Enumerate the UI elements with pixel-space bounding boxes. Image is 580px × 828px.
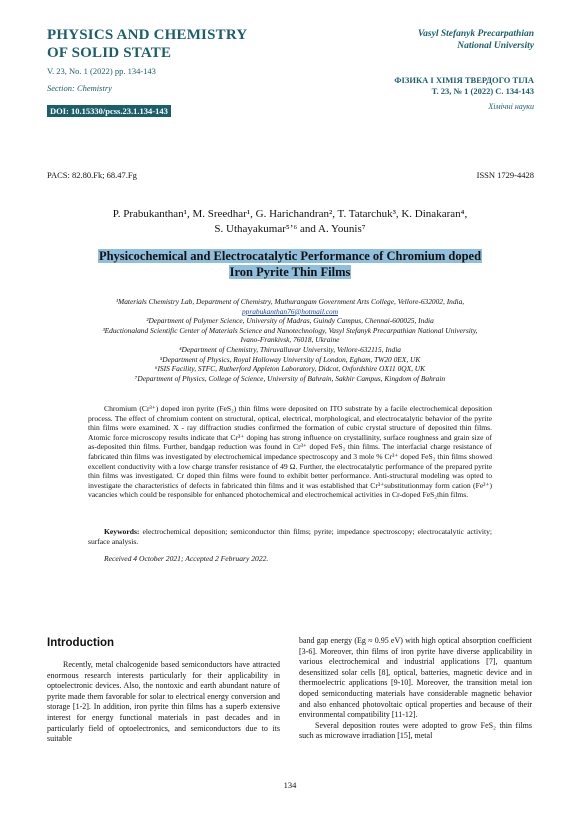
intro-right-para1: band gap energy (Eg ≈ 0.95 eV) with high optical absorption coefficient [3-6]. Moreover, thin films of iron pyrite have diverse applicability in various electrochemical and industrial applications [7], quantum desensitized solar cells [8], optical, batteries, magnetic device and in thermoelectric applications [9-10]. Moreover, the transition metal ion doped semiconducting materials have considerable magnetic behavior and also enhanced photovoltaic optical properties and because of their environmental compatibility [11-12]. <box>299 636 532 720</box>
journal-section: Section: Chemistry <box>47 83 112 93</box>
authors-line2: S. Uthayakumar⁵ʼ⁶ and A. Younis⁷ <box>214 223 366 235</box>
pacs-codes: PACS: 82.80.Fk; 68.47.Fg <box>47 170 137 180</box>
author-list <box>40 207 540 237</box>
paper-title-line1: Physicochemical and Electrocatalytic Performance of Chromium doped <box>98 249 482 263</box>
intro-right-column <box>299 636 532 742</box>
affiliation-7: ⁷Department of Physics, College of Science, University of Bahrain, Sakhir Campus, Kingdom of Bahrain <box>134 373 446 383</box>
ua-journal-title <box>394 75 534 97</box>
affiliation-3-line2: Ivano-Frankivsk, 76018, Ukraine <box>240 335 340 345</box>
keywords <box>88 527 492 546</box>
affiliation-2: ²Department of Polymer Science, University of Madras, Guindy Campus, Chennai-600025, India <box>146 316 434 326</box>
paper-title <box>40 248 540 280</box>
section-heading-introduction: Introduction <box>47 637 115 649</box>
intro-right-para2: Several deposition routes were adopted to grow FeS₂ thin films such as microwave irradiation [15], metal <box>299 720 532 741</box>
author-email-link[interactable]: pprabukanthan76@hotmail.com <box>241 306 339 316</box>
journal-title-line2: OF SOLID STATE <box>47 45 172 61</box>
affiliation-6: ⁶ISIS Facility, STFC, Rutherford Appleton Laboratory, Didcot, Oxfordshire OX11 0QX, UK <box>154 364 426 374</box>
authors-line1: P. Prabukanthan¹, M. Sreedhar¹, G. Harichandran², T. Tatarchuk³, K. Dinakaran⁴, <box>112 208 468 220</box>
abstract: Chromium (Cr³⁺) doped iron pyrite (FeS₂) thin films were deposited on ITO substrate by a facile electrochemical deposition process. The effect of chromium content on structural, optical, electrical, morphological, and electrocatalytic behavior of the pyrite thin films were examined. X - ray diffraction studies confirmed the formation of cubic crystal structure of deposited thin films. Atomic force microscopy results indicate that Cr³⁺ doping has strong influence on crystallinity, surface roughness and grain size of as-deposited thin films. Further, bandgap reduction was found in Cr³⁺ doped FeS₂ thin films. The interfacial charge resistance of fabricated thin films was investigated by electrochemical impedance spectroscopy and 3 mole % Cr³⁺ doped FeS₂ thin films showed excellent conductivity with a low charge transfer resistance of 49 Ω. Further, the electrocatalytic performance of the prepared pyrite thin films was investigated. Cr doped thin films were found to exhibit better performance. Anti-structural modeling was opted to investigate the characteristics of defects in fabricated thin films and it was established that Cr³⁺substitutionmay form cation (Fe²⁺) vacancies which could be responsible for enhanced photochemical and electrochemical activities in Cr-doped FeS₂thin films. <box>88 404 492 500</box>
keywords-label: Keywords: <box>104 527 140 536</box>
keywords-text: electrochemical deposition; semiconductor thin films; pyrite; impedance spectroscopy; electrocatalytic activity; surface analysis. <box>88 527 492 546</box>
received-dates: Received 4 October 2021; Accepted 2 February 2022. <box>104 554 269 563</box>
ua-title-line1: ФІЗИКА І ХІМІЯ ТВЕРДОГО ТІЛА <box>394 75 534 85</box>
affiliation-3-line1: ³Eductionaland Scientific Center of Materials Science and Nanotechnology, Vasyl Stefanyk Precarpathian National University, <box>102 325 478 335</box>
university-line2: National University <box>457 40 534 51</box>
university-line1: Vasyl Stefanyk Precarpathian <box>417 29 534 39</box>
journal-title <box>47 26 247 62</box>
intro-left-column: Recently, metal chalcogenide based semiconductors have attracted enormous research interests particularly for their applicability in optoelectronic devices. Also, the nontoxic and earth abundant nature of pyrite made them favorable for solar to electrical energy conversion and storage [1-2]. In addition, iron pyrite thin films has a superb extensive interest for energy functional materials in past decades and in particularly field of optoelectronics, and semiconductors due to its suitable <box>47 660 280 744</box>
affiliation-5: ⁵Department of Physics, Royal Holloway University of London, Egham, TW20 0EX, UK <box>159 354 421 364</box>
page-number: 134 <box>283 780 297 790</box>
journal-volume: V. 23, No. 1 (2022) pp. 134-143 <box>47 66 156 76</box>
university-name <box>418 29 534 52</box>
affiliation-4: ⁴Department of Chemistry, Thiruvalluvar University, Vellore-632115, India <box>178 344 401 354</box>
issn: ISSN 1729-4428 <box>476 170 534 180</box>
affiliations <box>40 297 540 383</box>
ua-title-line2: Т. 23, № 1 (2022) С. 134-143 <box>431 86 534 96</box>
paper-title-line2: Iron Pyrite Thin Films <box>229 265 351 279</box>
journal-title-line1: PHYSICS AND CHEMISTRY <box>47 27 248 43</box>
ua-section: Хімічні науки <box>488 102 534 111</box>
doi-badge[interactable]: DOI: 10.15330/pcss.23.1.134-143 <box>47 105 171 117</box>
affiliation-1: ¹Materials Chemistry Lab, Department of Chemistry, Muthurangam Government Arts College, Vellore-632002, India, <box>115 297 465 306</box>
